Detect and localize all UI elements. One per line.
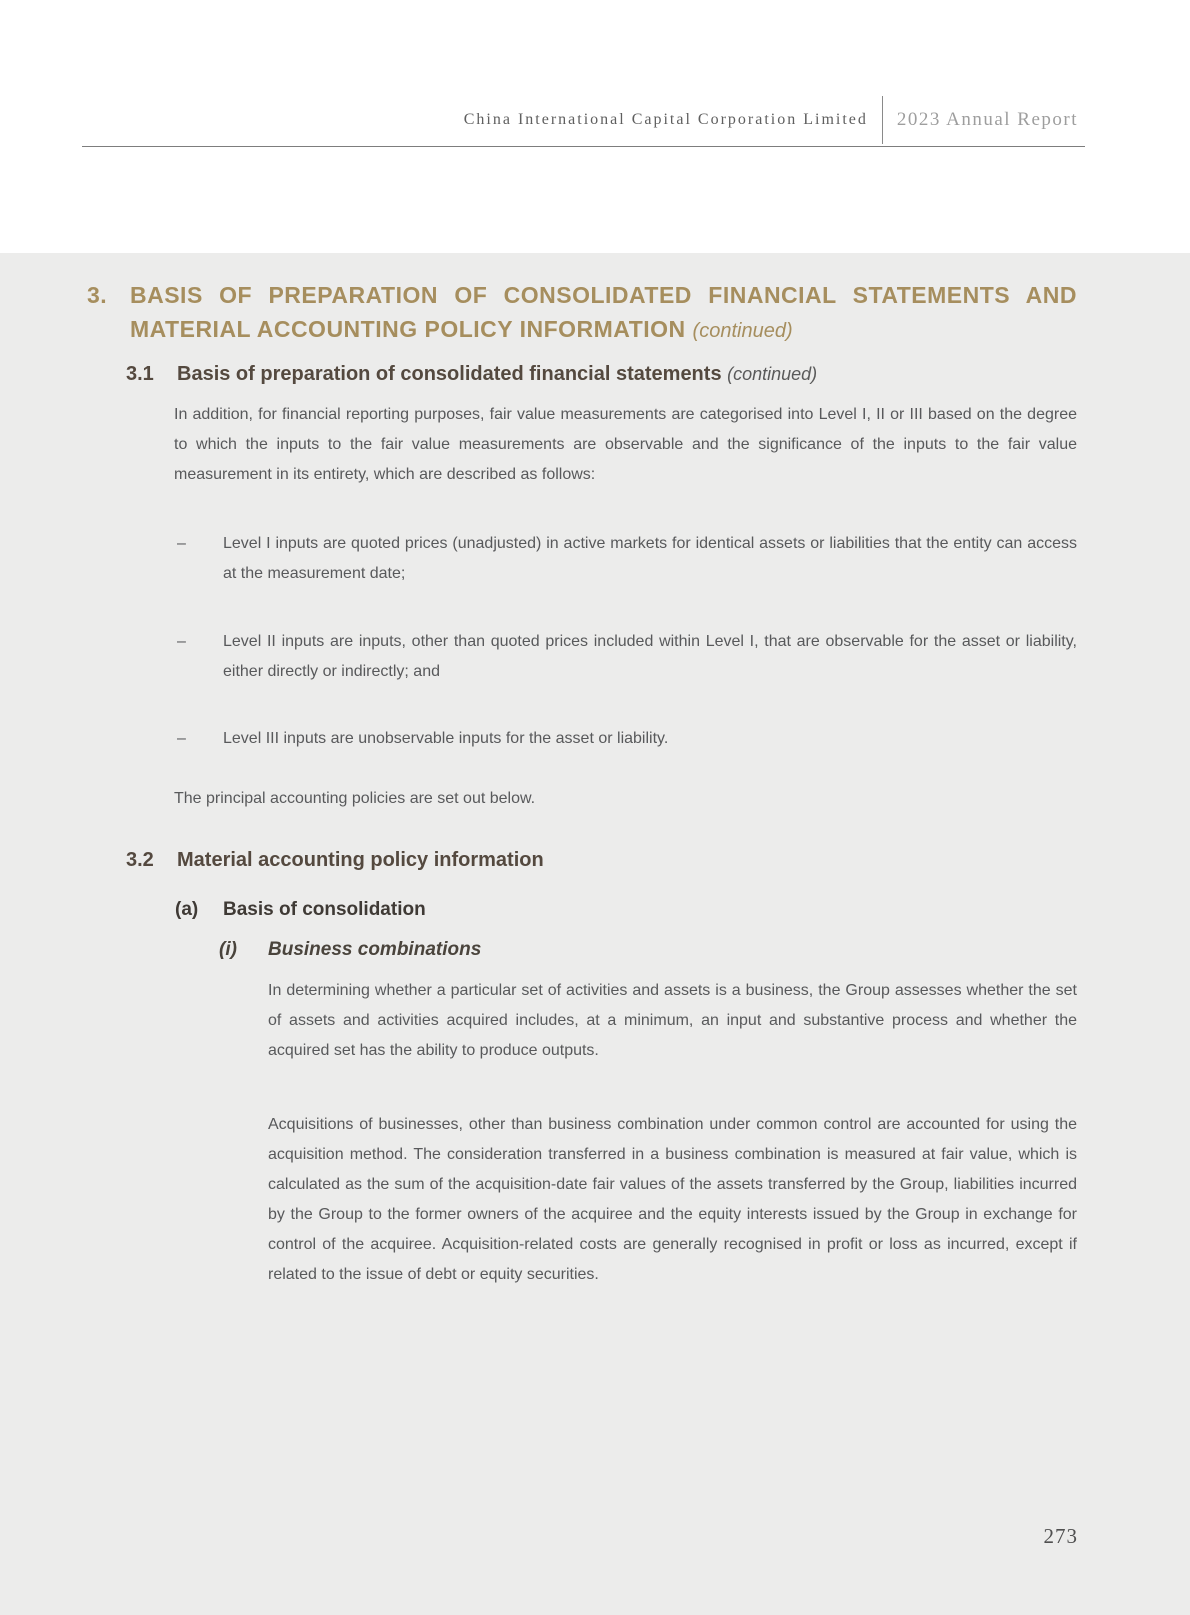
header-rule bbox=[82, 146, 1085, 147]
page-header bbox=[464, 96, 1078, 144]
bullet-dash: – bbox=[177, 535, 186, 552]
subsection-3-1-heading bbox=[126, 361, 1190, 387]
subsection-3-2-title: Material accounting policy information bbox=[177, 849, 544, 871]
bullet-text-level-2: Level II inputs are inputs, other than quoted prices included within Level I, that are observable for the asset or liability, either directly or indirectly; and bbox=[223, 633, 1077, 680]
page-number: 273 bbox=[1043, 1524, 1078, 1548]
section-number: 3. bbox=[87, 282, 108, 308]
bullet-text-level-3: Level III inputs are unobservable inputs for the asset or liability. bbox=[223, 730, 669, 747]
subsection-3-1-title bbox=[177, 361, 817, 387]
item-a-heading bbox=[175, 897, 1190, 922]
bullet-text-level-1: Level I inputs are quoted prices (unadjusted) in active markets for identical assets or liabilities that the entity can access at the measurement date; bbox=[223, 535, 1077, 582]
body-paragraph-2: Acquisitions of businesses, other than business combination under common control are accounted for using the acquisition method. The consideration transferred in a business combination is measured at fair value, which is calculated as the sum of the acquisition-date fair values of the assets transferred by the Group, liabilities incurred by the Group to the former owners of the acquiree and the equity interests issued by the Group in exchange for control of the acquiree. Acquisition-related costs are generally recognised in profit or loss as incurred, except if related to the issue of debt or equity securities. bbox=[268, 1116, 1077, 1283]
subsection-3-1-number: 3.1 bbox=[126, 363, 154, 385]
item-a-label: (a) bbox=[175, 899, 199, 920]
list-item bbox=[177, 627, 1077, 687]
closing-paragraph: The principal accounting policies are set out below. bbox=[174, 790, 536, 807]
bullet-dash: – bbox=[177, 730, 186, 747]
report-title: 2023 Annual Report bbox=[896, 109, 1078, 130]
section-title-line2 bbox=[130, 312, 1077, 348]
content-area bbox=[0, 253, 1190, 1615]
subsection-3-2-number: 3.2 bbox=[126, 849, 154, 871]
item-a-title: Basis of consolidation bbox=[223, 899, 426, 920]
section-continued-label: (continued) bbox=[692, 320, 793, 342]
bullet-dash: – bbox=[177, 633, 186, 650]
section-heading bbox=[87, 278, 1190, 348]
item-i-title: Business combinations bbox=[268, 939, 482, 960]
intro-paragraph: In addition, for financial reporting purposes, fair value measurements are categorised into Level I, II or III based on the degree to which the inputs to the fair value measurements are observable and the significance of the inputs to the fair value measurement in its entirety, which are described as follows: bbox=[174, 406, 1077, 483]
list-item bbox=[177, 529, 1077, 589]
section-title-line2-text: MATERIAL ACCOUNTING POLICY INFORMATION bbox=[130, 316, 693, 342]
subsection-3-1-title-text: Basis of preparation of consolidated financial statements bbox=[177, 363, 728, 385]
item-i-label: (i) bbox=[219, 939, 237, 960]
subsection-3-1-continued-label: (continued) bbox=[727, 364, 818, 384]
item-i-heading bbox=[219, 937, 1190, 962]
body-paragraph-1: In determining whether a particular set of activities and assets is a business, the Group assesses whether the set of assets and activities acquired includes, at a minimum, an input and substantive process and whether the acquired set has the ability to produce outputs. bbox=[268, 982, 1077, 1059]
company-name: China International Capital Corporation Limited bbox=[463, 111, 868, 128]
list-item bbox=[177, 724, 1077, 754]
subsection-3-2-heading bbox=[126, 847, 1190, 873]
section-title bbox=[130, 278, 1077, 348]
section-title-line1: BASIS OF PREPARATION OF CONSOLIDATED FINANCIAL STATEMENTS AND bbox=[130, 282, 1077, 308]
